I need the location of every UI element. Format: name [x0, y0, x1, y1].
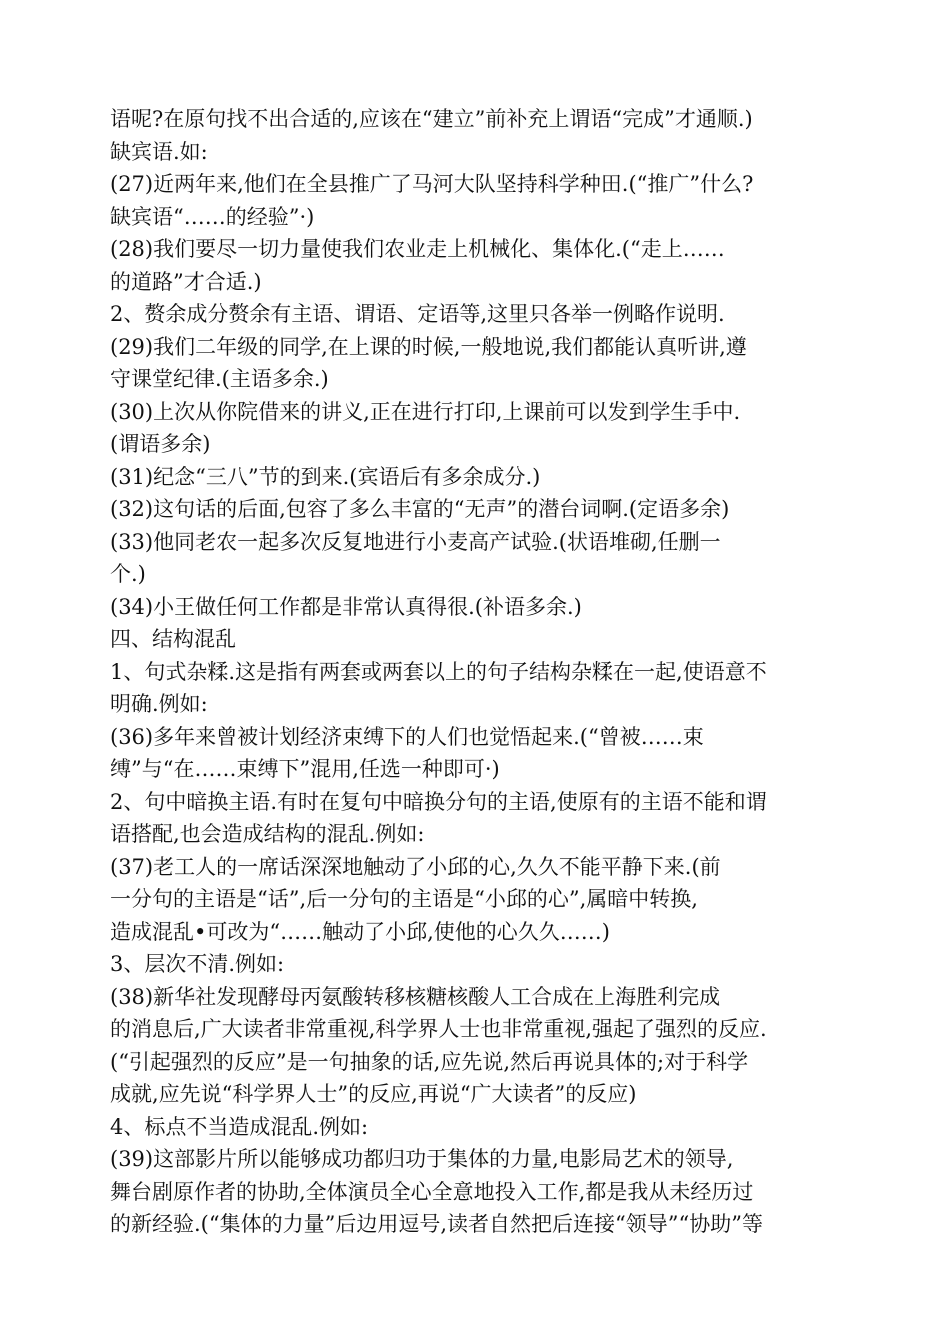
text-line: (38)新华社发现酵母丙氨酸转移核糖核酸人工合成在上海胜利完成 — [110, 984, 721, 1009]
text-line: (31)纪念“三八”节的到来.(宾语后有多余成分.) — [110, 464, 541, 489]
text-line: 缺宾语.如: — [110, 139, 208, 164]
text-line: (“引起强烈的反应”是一句抽象的话,应先说,然后再说具体的;对于科学 — [110, 1049, 749, 1074]
text-line: 一分句的主语是“话”,后一分句的主语是“小邱的心”,属暗中转换, — [110, 887, 698, 911]
text-line: 舞台剧原作者的协助,全体演员全心全意地投入工作,都是我从未经历过 — [110, 1179, 754, 1204]
text-line: 四、结构混乱 — [110, 627, 236, 651]
text-line: (39)这部影片所以能够成功都归功于集体的力量,电影局艺术的领导, — [110, 1147, 734, 1171]
text-line: (27)近两年来,他们在全县推广了马河大队坚持科学种田.(“推广”什么? — [110, 172, 754, 196]
text-line: (谓语多余) — [110, 432, 211, 456]
text-line: 4、标点不当造成混乱.例如: — [110, 1114, 369, 1139]
text-line: 个.) — [110, 562, 146, 586]
text-line: (36)多年来曾被计划经济束缚下的人们也觉悟起来.(“曾被……束 — [110, 724, 704, 749]
text-line: 缚”与“在……束缚下”混用,任选一种即可·) — [110, 757, 500, 781]
text-line: 成就,应先说“科学界人士”的反应,再说“广大读者”的反应) — [110, 1082, 637, 1106]
text-line: 1、句式杂糅.这是指有两套或两套以上的句子结构杂糅在一起,使语意不 — [110, 659, 767, 684]
text-line: (33)他同老农一起多次反复地进行小麦高产试验.(状语堆砌,任删一 — [110, 529, 721, 554]
text-line: 2、赘余成分赘余有主语、谓语、定语等,这里只各举一例略作说明. — [110, 302, 725, 326]
text-line: (32)这句话的后面,包容了多么丰富的“无声”的潜台词啊.(定语多余) — [110, 497, 730, 521]
text-line: 明确.例如: — [110, 692, 208, 716]
text-line: (37)老工人的一席话深深地触动了小邱的心,久久不能平静下来.(前 — [110, 854, 721, 879]
text-line: 守课堂纪律.(主语多余.) — [110, 367, 329, 391]
text-line: 2、句中暗换主语.有时在复句中暗换分句的主语,使原有的主语不能和谓 — [110, 789, 767, 814]
text-line: 缺宾语“……的经验”·) — [110, 204, 315, 229]
text-line: (29)我们二年级的同学,在上课的时候,一般地说,我们都能认真听讲,遵 — [110, 334, 747, 359]
text-line: (34)小王做任何工作都是非常认真得很.(补语多余.) — [110, 594, 582, 619]
text-line: 的新经验.(“集体的力量”后边用逗号,读者自然把后连接“领导”“协助”等 — [110, 1212, 763, 1236]
text-line: 语搭配,也会造成结构的混乱.例如: — [110, 822, 425, 846]
text-line: (30)上次从你院借来的讲义,正在进行打印,上课前可以发到学生手中. — [110, 399, 741, 424]
text-line: (28)我们要尽一切力量使我们农业走上机械化、集体化.(“走上…… — [110, 237, 725, 261]
text-line: 语呢?在原句找不出合适的,应该在“建立”前补充上谓语“完成”才通顺.) — [110, 107, 753, 131]
document-page — [110, 103, 845, 1241]
text-line: 3、层次不清.例如: — [110, 952, 285, 976]
text-line: 的消息后,广大读者非常重视,科学界人士也非常重视,强起了强烈的反应. — [110, 1017, 767, 1041]
text-line: 的道路”才合适.) — [110, 269, 262, 294]
text-line: 造成混乱•可改为“……触动了小邱,使他的心久久……) — [110, 919, 610, 944]
